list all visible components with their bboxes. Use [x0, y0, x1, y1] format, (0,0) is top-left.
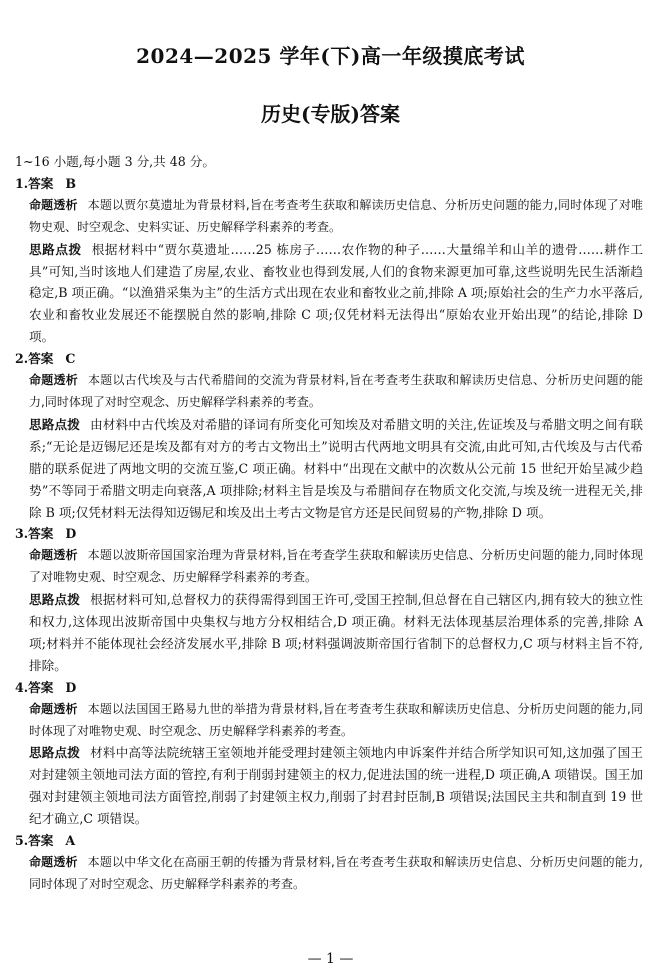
question-3: [15, 523, 643, 676]
analysis-paragraph: [15, 852, 643, 896]
answer-content: [15, 151, 643, 896]
question-number: 3.: [15, 526, 29, 542]
analysis-label: 命题透析: [29, 701, 78, 716]
hint-paragraph: [15, 589, 643, 677]
answer-value: A: [65, 833, 76, 849]
answer-label: 答案: [28, 526, 54, 542]
question-5: [15, 830, 643, 896]
analysis-label: 命题透析: [29, 197, 78, 212]
analysis-paragraph: [15, 195, 643, 239]
hint-paragraph: [15, 239, 643, 349]
analysis-text: 本题以中华文化在高丽王朝的传播为背景材料,旨在考查考生获取和解读历史信息、分析历史问题的能力,同时体现了对时空观念、历史解释学科素养的考查。: [29, 855, 643, 891]
analysis-text: 本题以贾尔莫遗址为背景材料,旨在考查考生获取和解读历史信息、分析历史问题的能力,同时体现了对唯物史观、时空观念、史料实证、历史解释学科素养的考查。: [29, 197, 643, 234]
question-header: [15, 830, 643, 852]
answer-label: 答案: [28, 833, 54, 849]
hint-text: 由材料中古代埃及对希腊的译词有所变化可知埃及对希腊文明的关注,佐证埃及与希腊文明之间有联系;“无论是迈锡尼还是埃及都有对方的考古文物出土”说明古代两地文明具有交流,由此可知,古代埃及与古代希腊的联系促进了两地文明的交流互鉴,C 项正确。材料中“出现在文献中的次数从公元前 15 世纪开始呈减少趋势”不等同于希腊文明走向衰落,A 项排除;材料主旨是埃及与希腊间存在物质文化交流,与埃及统一进程无关,排除 B 项;仅凭材料无法得知迈锡尼和埃及出土考古文物是官方还是民间贸易的产物,排除 D 项。: [29, 416, 643, 520]
scoring-intro: 1~16 小题,每小题 3 分,共 48 分。: [15, 154, 215, 169]
hint-text: 根据材料可知,总督权力的获得需得到国王许可,受国王控制,但总督在自己辖区内,拥有较大的独立性和权力,这体现出波斯帝国中央集权与地方分权相结合,D 项正确。材料无法体现基层治理体系的完善,排除 A 项;材料并不能体现社会经济发展水平,排除 B 项;材料强调波斯帝国行省制下的总督权力,C 项与材料主旨不符,排除。: [29, 592, 644, 673]
hint-paragraph: [15, 414, 643, 524]
page-number: — 1 —: [307, 951, 354, 967]
page-subtitle: 历史(专版)答案: [261, 102, 400, 126]
answer-value: D: [65, 679, 77, 695]
question-1: [15, 173, 643, 348]
analysis-text: 本题以古代埃及与古代希腊间的交流为背景材料,旨在考查考生获取和解读历史信息、分析历史问题的能力,同时体现了对时空观念、历史解释学科素养的考查。: [29, 373, 643, 409]
hint-paragraph: [15, 742, 643, 830]
analysis-paragraph: [15, 699, 643, 743]
analysis-text: 本题以法国国王路易九世的举措为背景材料,旨在考查考生获取和解读历史信息、分析历史问题的能力,同时体现了对唯物史观、时空观念、历史解释学科素养的考查。: [29, 701, 643, 738]
answer-label: 答案: [28, 679, 54, 695]
analysis-paragraph: [15, 545, 643, 589]
question-2: [15, 348, 643, 523]
hint-label: 思路点拨: [29, 241, 82, 257]
question-number: 5.: [15, 833, 29, 849]
answer-value: C: [65, 351, 76, 367]
hint-label: 思路点拨: [29, 592, 81, 608]
question-number: 4.: [15, 679, 29, 695]
analysis-label: 命题透析: [29, 548, 78, 563]
page-title: 2024—2025 学年(下)高一年级摸底考试: [136, 44, 525, 68]
answer-value: D: [65, 526, 77, 542]
question-4: [15, 677, 643, 830]
answer-label: 答案: [28, 351, 54, 367]
analysis-text: 本题以波斯帝国国家治理为背景材料,旨在考查学生获取和解读历史信息、分析历史问题的能力,同时体现了对唯物史观、时空观念、历史解释学科素养的考查。: [29, 548, 643, 585]
question-number: 1.: [15, 175, 29, 191]
hint-label: 思路点拨: [29, 416, 81, 432]
answer-value: B: [65, 175, 76, 191]
analysis-paragraph: [15, 370, 643, 414]
question-header: [15, 523, 643, 545]
analysis-label: 命题透析: [29, 855, 78, 869]
question-header: [15, 677, 643, 699]
hint-text: 根据材料中“贾尔莫遗址……25 栋房子……农作物的种子……大量绵羊和山羊的遗骨……耕作工具”可知,当时该地人们建造了房屋,农业、畜牧业也得到发展,人们的食物来源更加可靠,这些说明先民生活渐趋稳定,B 项正确。“以渔猎采集为主”的生活方式出现在农业和畜牧业之前,排除 A 项;原始社会的生产力水平落后,农业和畜牧业发展还不能摆脱自然的影响,排除 C 项;仅凭材料无法得出“原始农业开始出现”的结论,排除 D 项。: [29, 241, 644, 345]
hint-label: 思路点拨: [29, 745, 81, 761]
hint-text: 材料中高等法院统辖王室领地并能受理封建领主领地内申诉案件并结合所学知识可知,这加强了国王对封建领主领地司法方面的管控,有利于削弱封建领主的权力,促进法国的统一进程,D 项正确,A 项错误。国王加强对封建领主领地司法方面管控,削弱了封建领主权力,削弱了封君封臣制,B 项错误;法国民主共和制直到 19 世纪才确立,C 项错误。: [29, 745, 643, 827]
analysis-label: 命题透析: [29, 373, 78, 388]
question-number: 2.: [15, 351, 29, 367]
answer-label: 答案: [28, 175, 54, 191]
question-header: [15, 173, 643, 195]
question-header: [15, 348, 643, 370]
